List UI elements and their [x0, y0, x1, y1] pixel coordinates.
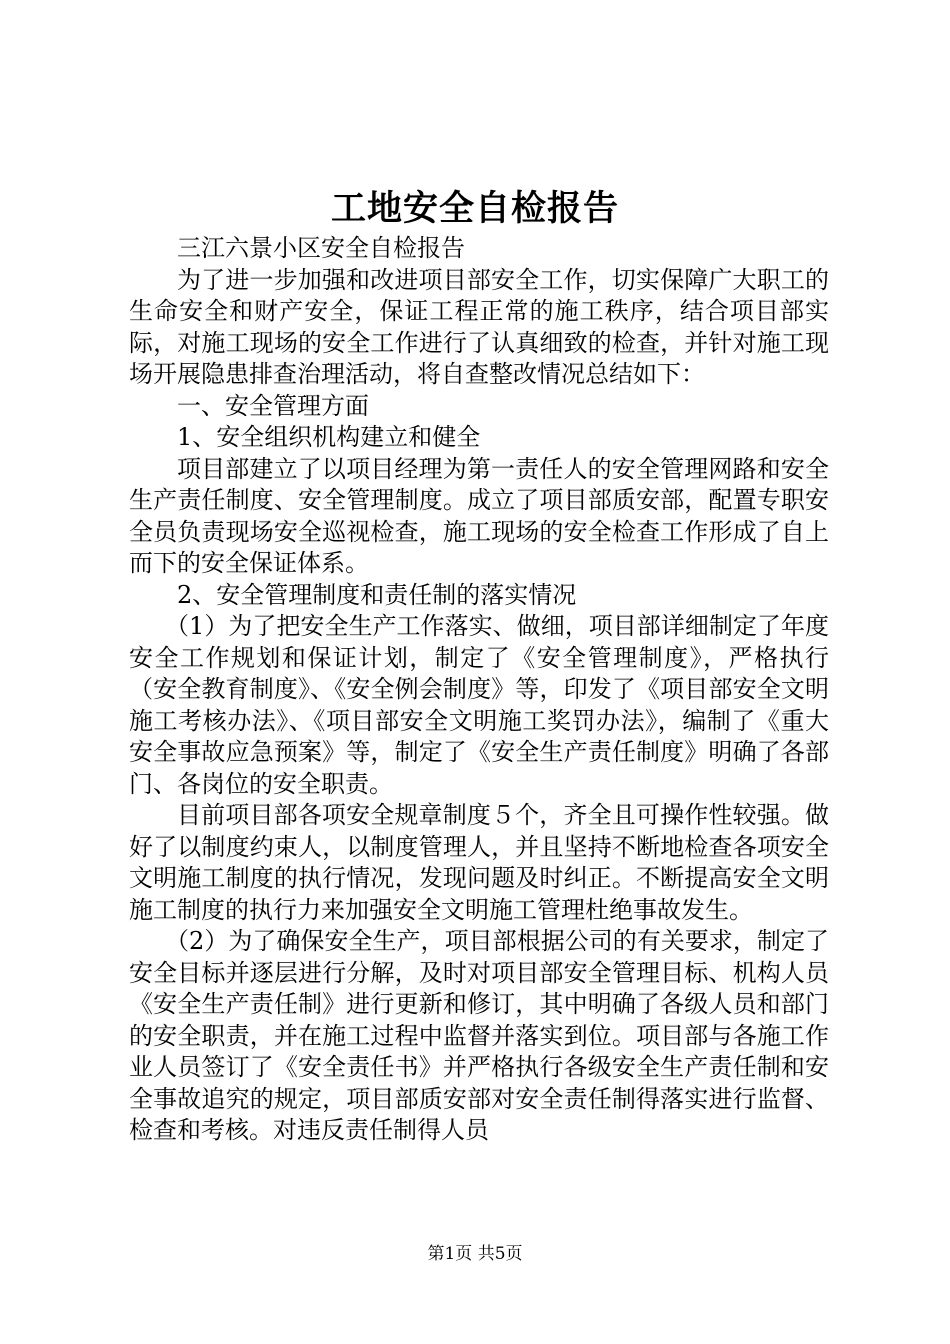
paragraph-organization: 项目部建立了以项目经理为第一责任人的安全管理网路和安全生产责任制度、安全管理制度。成立了项目部质安部，配置专职安全员负责现场安全巡视检查，施工现场的安全检查工作形成了自上而下的安全保证体系。 — [129, 454, 829, 577]
paragraph-intro: 为了进一步加强和改进项目部安全工作，切实保障广大职工的生命安全和财产安全，保证工程正常的施工秩序，结合项目部实际，对施工现场的安全工作进行了认真细致的检查，并针对施工现场开展隐患排查治理活动，将自查整改情况总结如下： — [129, 265, 829, 388]
document-body — [129, 233, 829, 1147]
paragraph-subtitle: 三江六景小区安全自检报告 — [177, 234, 465, 262]
paragraph-item-1: （1）为了把安全生产工作落实、做细，项目部详细制定了年度安全工作规划和保证计划，制定了《安全管理制度》，严格执行（安全教育制度》、《安全例会制度》等，印发了《项目部安全文明施工考核办法》、《项目部安全文明施工奖罚办法》，编制了《重大安全事故应急预案》等，制定了《安全生产责任制度》明确了各部门、各岗位的安全职责。 — [129, 612, 829, 798]
paragraph-regulations: 目前项目部各项安全规章制度５个，齐全且可操作性较强。做好了以制度约束人，以制度管理人，并且坚持不断地检查各项安全文明施工制度的执行情况，发现问题及时纠正。不断提高安全文明施工制度的执行力来加强安全文明施工管理杜绝事故发生。 — [129, 801, 829, 924]
section-heading-safety-management: 一、安全管理方面 — [177, 391, 369, 420]
page-footer: 第1页 共5页 — [427, 1244, 523, 1264]
subsection-heading-implementation: 2、安全管理制度和责任制的落实情况 — [177, 580, 577, 609]
paragraph-item-2: （2）为了确保安全生产，项目部根据公司的有关要求，制定了安全目标并逐层进行分解，及时对项目部安全管理目标、机构人员《安全生产责任制》进行更新和修订，其中明确了各级人员和部门的安全职责，并在施工过程中监督并落实到位。项目部与各施工作业人员签订了《安全责任书》并严格执行各级安全生产责任制和安全事故追究的规定，项目部质安部对安全责任制得落实进行监督、检查和考核。对违反责任制得人员 — [129, 927, 829, 1144]
document-title: 工地安全自检报告 — [330, 188, 619, 229]
subsection-heading-organization: 1、安全组织机构建立和健全 — [177, 423, 481, 451]
